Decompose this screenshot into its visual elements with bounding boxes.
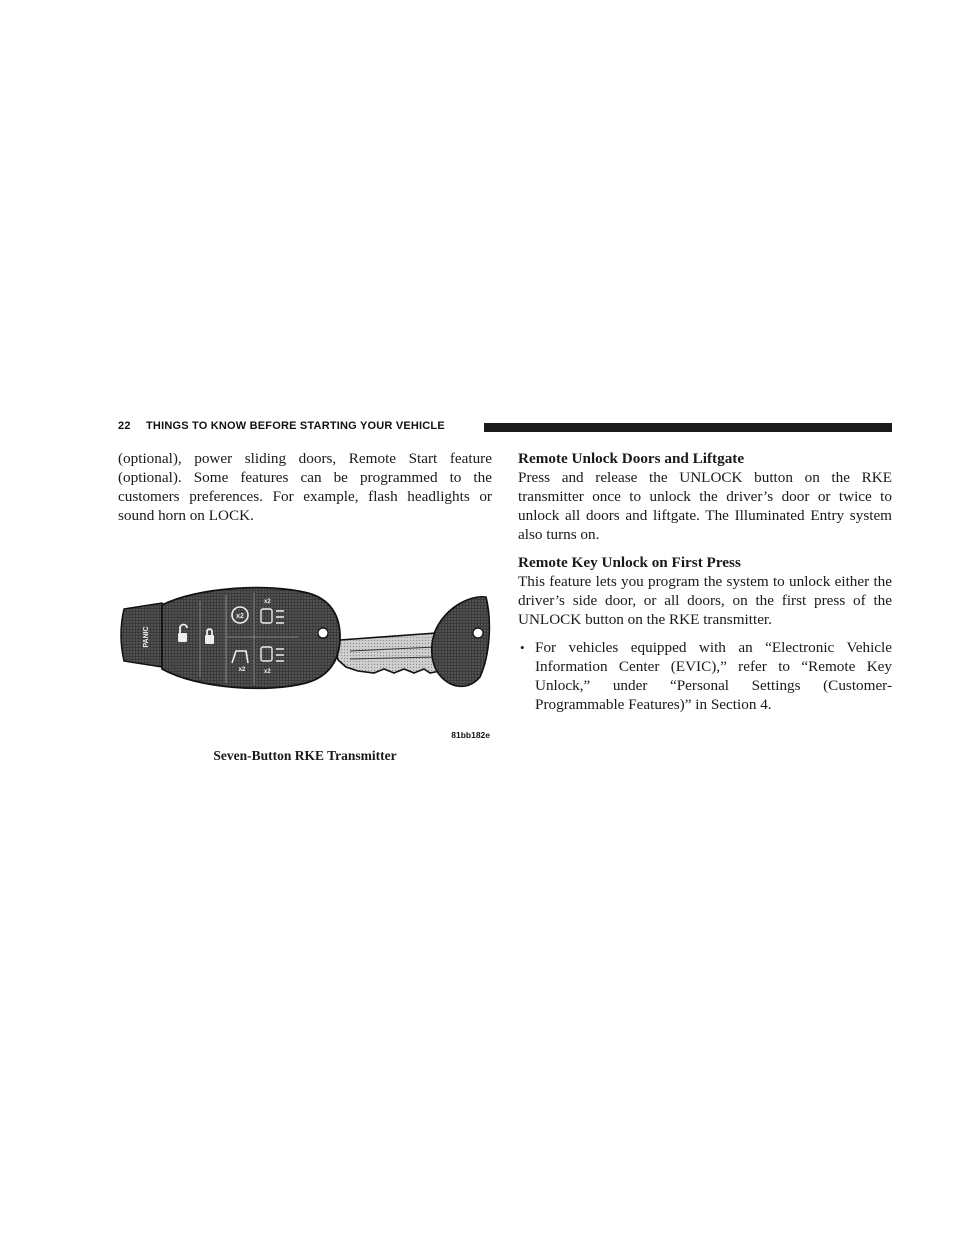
key-blade xyxy=(336,597,489,687)
page-header xyxy=(118,419,892,435)
panic-label: PANIC xyxy=(143,626,150,648)
bullet-text: For vehicles equipped with an “Electronic Vehicle Information Center (EVIC),” refer to “Remote Key Unlock,” under “Personal Settings (Customer-Programmable Features)” in Section 4. xyxy=(535,639,892,713)
header-rule xyxy=(484,423,892,432)
figure-caption: Seven-Button RKE Transmitter xyxy=(213,748,397,763)
figure-id: 81bb182e xyxy=(451,730,490,740)
sliding-door-bottom-x2-label: x2 xyxy=(264,669,271,675)
left-column xyxy=(118,449,492,525)
fob-body xyxy=(162,588,340,689)
liftgate-x2-label: x2 xyxy=(238,667,246,673)
rke-transmitter-figure xyxy=(118,585,492,743)
bullet-item xyxy=(518,638,892,714)
page-number: 22 xyxy=(118,420,131,432)
spacer xyxy=(518,544,892,553)
section1-heading: Remote Unlock Doors and Liftgate xyxy=(518,450,745,467)
fob-panic-tab xyxy=(121,603,168,667)
bullet-dot-icon: • xyxy=(520,640,525,655)
spacer xyxy=(518,629,892,638)
section2-body: This feature lets you program the system to unlock either the driver’s side door, or all doors, on the first press of the UNLOCK button on the RKE transmitter. xyxy=(518,573,892,628)
right-column xyxy=(518,449,892,714)
section1-body: Press and release the UNLOCK button on the RKE transmitter once to unlock the driver’s door or twice to unlock all doors and liftgate. The Illuminated Entry system also turns on. xyxy=(518,469,892,543)
key-fob-illustration xyxy=(118,585,492,743)
section2-heading: Remote Key Unlock on First Press xyxy=(518,554,741,571)
remote-start-x2-label: x2 xyxy=(236,613,244,620)
section-title: THINGS TO KNOW BEFORE STARTING YOUR VEHICLE xyxy=(146,420,445,432)
intro-paragraph: (optional), power sliding doors, Remote Start feature (optional). Some features can be programmed to the customers preferences. For example, flash headlights or sound horn on LOCK. xyxy=(118,450,492,524)
sliding-door-top-x2-label: x2 xyxy=(264,599,271,605)
